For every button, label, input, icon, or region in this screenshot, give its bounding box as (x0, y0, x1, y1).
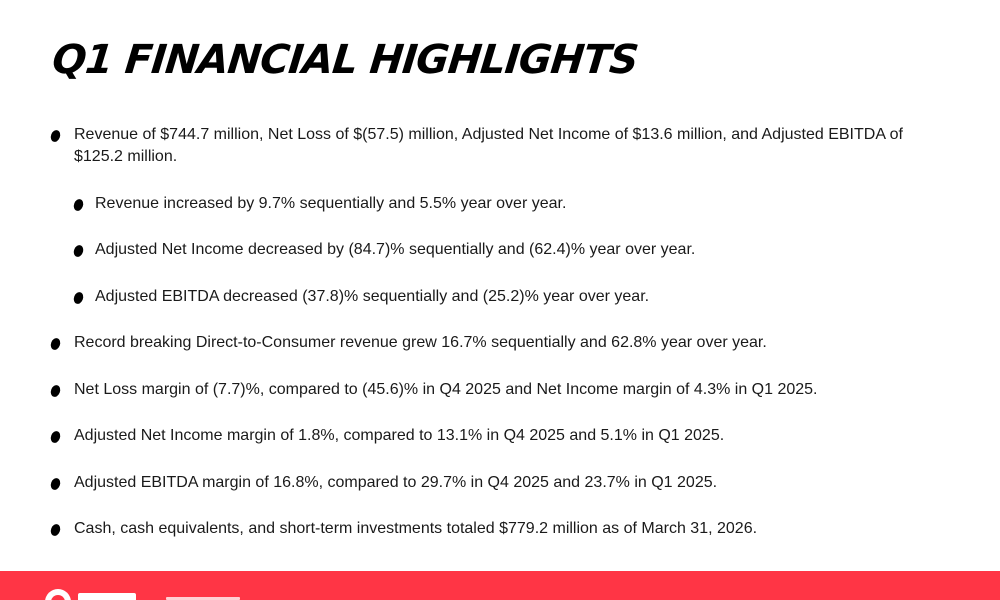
company-logo-icon (45, 589, 71, 600)
bullet-item (50, 379, 930, 401)
bullet-text: Adjusted Net Income margin of 1.8%, compared to 13.1% in Q4 2025 and 5.1% in Q1 2025. (74, 427, 725, 444)
bullet-dot-icon (72, 197, 85, 211)
bullet-item (50, 124, 930, 168)
sub-bullet-item (50, 286, 930, 308)
bullet-dot-icon (72, 244, 85, 258)
company-wordmark (78, 593, 136, 600)
bullet-text: Revenue increased by 9.7% sequentially and 5.5% year over year. (95, 194, 567, 212)
bullet-text: Adjusted EBITDA decreased (37.8)% sequentially and (25.2)% year over year. (95, 287, 650, 305)
bullet-item (50, 425, 930, 447)
sub-bullet-item (50, 193, 930, 215)
bullet-text: Revenue of $744.7 million, Net Loss of $(57.5) million, Adjusted Net Income of $13.6 million, and Adjusted EBITDA of $125.2 million. (74, 126, 903, 165)
bullet-text: Record breaking Direct-to-Consumer revenue grew 16.7% sequentially and 62.8% year over year. (74, 334, 767, 351)
sub-bullet-item (50, 239, 930, 261)
bullet-text: Adjusted EBITDA margin of 16.8%, compared to 29.7% in Q4 2025 and 23.7% in Q1 2025. (74, 473, 718, 491)
bullet-dot-icon (72, 290, 85, 304)
footer-bar (0, 571, 1000, 600)
bullet-dot-icon (49, 476, 62, 490)
slide-title: Q1 FINANCIAL HIGHLIGHTS (50, 37, 640, 83)
bullet-dot-icon (49, 523, 62, 537)
bullet-item (50, 518, 930, 540)
bullet-item (50, 332, 930, 354)
bullet-text: Adjusted Net Income decreased by (84.7)% sequentially and (62.4)% year over year. (95, 241, 696, 258)
bullet-text: Net Loss margin of (7.7)%, compared to (45.6)% in Q4 2025 and Net Income margin of 4.3% in Q1 2025. (74, 380, 818, 398)
highlights-list (50, 124, 930, 565)
bullet-dot-icon (49, 337, 62, 351)
bullet-item (50, 472, 930, 494)
bullet-dot-icon (49, 383, 62, 397)
bullet-dot-icon (49, 430, 62, 444)
bullet-text: Cash, cash equivalents, and short-term investments totaled $779.2 million as of March 31, 2026. (74, 520, 758, 537)
bullet-dot-icon (49, 129, 62, 143)
